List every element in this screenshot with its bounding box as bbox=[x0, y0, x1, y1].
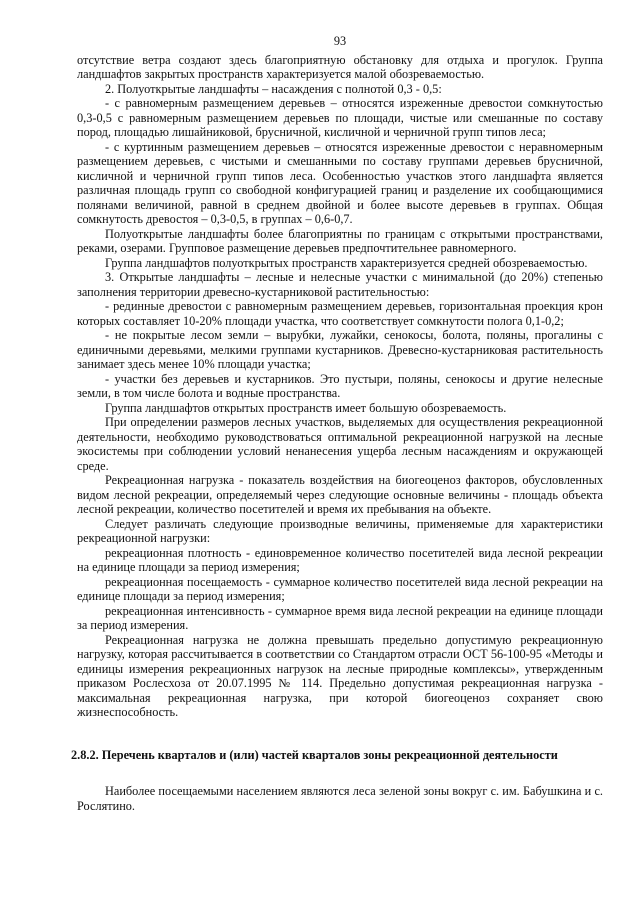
paragraph-semi-open-visibility: Группа ландшафтов полуоткрытых пространств характеризуется средней обозреваемостью. bbox=[105, 255, 588, 270]
paragraph-derived-values: Следует различать следующие производные величины, применяемые для характеристики рекреационной нагрузки: bbox=[77, 516, 603, 545]
paragraph-treeless-areas: - участки без деревьев и кустарников. Это пустыри, поляны, сенокосы и другие нелесные земли, в том числе болота и водные пространства. bbox=[77, 371, 603, 400]
paragraph-unforested-lands: - не покрытые лесом земли – вырубки, лужайки, сенокосы, болота, поляны, прогалины с единичными деревьями, мелкими группами кустарников. Древесно-кустарниковая растительность занимает здесь менее 10% площади участка; bbox=[77, 328, 603, 371]
paragraph-most-visited-forests: Наиболее посещаемыми населением являются леса зеленой зоны вокруг с. им. Бабушкина и с. Рослятино. bbox=[77, 784, 603, 813]
section-heading: 2.8.2. Перечень кварталов и (или) частей кварталов зоны рекреационной деятельности bbox=[71, 747, 558, 762]
paragraph-uniform-placement: - с равномерным размещением деревьев – относятся изреженные древостои сомкнутостью 0,3-0,5 с равномерным размещением деревьев по площади, чистые или смешанные по составу пород, площадью лишайниковой, брусничной, кисличной и черничной групп типов леса; bbox=[77, 96, 603, 139]
document-page bbox=[71, 34, 603, 813]
paragraph-recreational-intensity: рекреационная интенсивность - суммарное время вида лесной рекреации на единице площади за период измерения. bbox=[77, 603, 603, 632]
paragraph-sparse-stands: - рединные древостои с равномерным размещением деревьев, горизонтальная проекция крон которых составляет 10-20% площади участка, что соответствует сомкнутости полога 0,1-0,2; bbox=[77, 299, 603, 328]
paragraph-open-visibility: Группа ландшафтов открытых пространств имеет большую обозреваемость. bbox=[105, 400, 507, 415]
paragraph-semi-open-borders: Полуоткрытые ландшафты более благоприятны по границам с открытыми пространствами, реками, озерами. Групповое размещение деревьев предпочтительнее равномерного. bbox=[77, 226, 603, 255]
paragraph-semi-open-title: 2. Полуоткрытые ландшафты – насаждения с полнотой 0,3 - 0,5: bbox=[105, 81, 442, 96]
paragraph-recreational-density: рекреационная плотность - единовременное количество посетителей вида лесной рекреации на единице площади за период измерения; bbox=[77, 545, 603, 574]
paragraph-recreational-load-definition: Рекреационная нагрузка - показатель воздействия на биогеоценоз факторов, обусловленных видом лесной рекреации, определяемый через следующие основные величины - площадь объекта лесной рекреации, количество посетителей и время их пребывания на объекте. bbox=[77, 473, 603, 516]
paragraph-recreational-attendance: рекреационная посещаемость - суммарное количество посетителей вида лесной рекреации на единице площади за период измерения; bbox=[77, 574, 603, 603]
page-number: 93 bbox=[333, 34, 347, 48]
paragraph-plot-size: При определении размеров лесных участков, выделяемых для осуществления рекреационной деятельности, необходимо руководствоваться оптимальной рекреационной нагрузкой на лесные экосистемы при соблюдении условий ненанесения ущерба лесным насаждениям и окружающей среде. bbox=[77, 415, 603, 473]
paragraph-clump-placement: - с куртинным размещением деревьев – относятся изреженные древостои с неравномерным размещением деревьев, с чистыми и смешанными по составу группами деревьев брусничной, кисличной и черничной групп типов леса. Особенностью участков этого ландшафта является различная площадь групп со свободной конфигурацией границ и разделение их сообщающимися полянами величиной, равной в среднем двойной и более высоте деревьев в группах. Общая сомкнутость древостоя – 0,3-0,5, в группах – 0,6-0,7. bbox=[77, 139, 603, 226]
paragraph-closed-landscape-end: отсутствие ветра создают здесь благоприятную обстановку для отдыха и прогулок. Группа ландшафтов закрытых пространств характеризуется малой обозреваемостью. bbox=[77, 52, 603, 81]
paragraph-max-load: Рекреационная нагрузка не должна превышать предельно допустимую рекреационную нагрузку, которая рассчитывается в соответствии со Стандартом отрасли ОСТ 56-100-95 «Методы и единицы измерения рекреационных нагрузок на лесные природные комплексы», утвержденным приказом Рослесхоза от 20.07.1995 № 114. Предельно допустимая рекреационная нагрузка - максимальная рекреационная нагрузка, при которой биогеоценоз сохраняет свою жизнеспособность. bbox=[77, 632, 603, 719]
paragraph-open-title: 3. Открытые ландшафты – лесные и нелесные участки с минимальной (до 20%) степенью заполнения территории древесно-кустарниковой растительностью: bbox=[77, 270, 603, 299]
